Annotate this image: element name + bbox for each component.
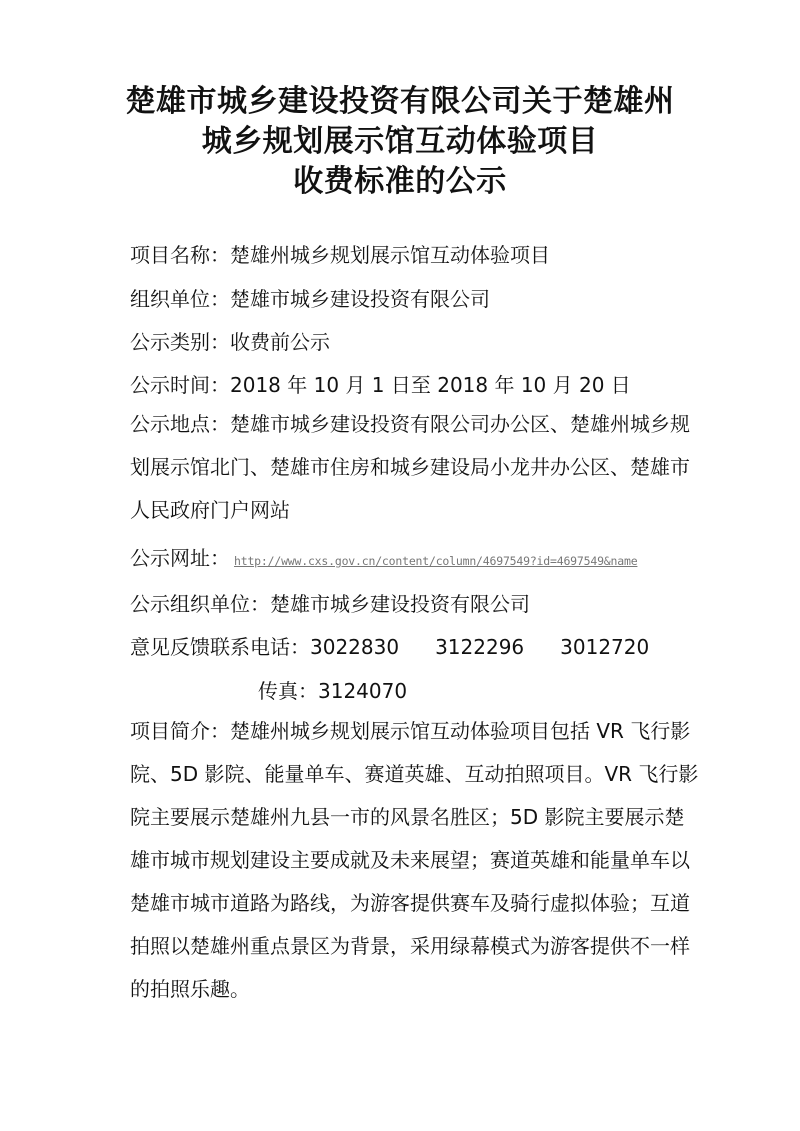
phone-number-1: 3022830: [310, 635, 400, 659]
project-name-field: 项目名称：楚雄州城乡规划展示馆互动体验项目: [130, 243, 550, 267]
project-intro: 项目简介：楚雄州城乡规划展示馆互动体验项目包括 VR 飞行影院、5D 影院、能量单车、赛道英雄、互动拍照项目。VR 飞行影院主要展示楚雄州九县一市的风景名胜区；5D 影院主要展示楚雄市城市规划建设主要成就及未来展望；赛道英雄和能量单车以楚雄市城市道路为路线，为游客提供赛车及骑行虚拟体验；互道拍照以楚雄州重点景区为背景，采用绿幕模式为游客提供不一样的拍照乐趣。: [130, 719, 699, 1001]
phone-label: 意见反馈联系电话：: [130, 635, 310, 659]
time-field: 公示时间：2018 年 10 月 1 日至 2018 年 10 月 20 日: [130, 373, 631, 397]
title-line-1: 楚雄市城乡建设投资有限公司关于楚雄州: [125, 84, 675, 119]
title-line-3: 收费标准的公示: [293, 164, 507, 199]
website-field: [130, 542, 637, 571]
location-field: 公示地点：楚雄市城乡建设投资有限公司办公区、楚雄州城乡规划展示馆北门、楚雄市住房和城乡建设局小龙井办公区、楚雄市人民政府门户网站: [130, 412, 690, 522]
phone-number-2: 3122296: [435, 635, 525, 659]
announcer-field: 公示组织单位：楚雄市城乡建设投资有限公司: [130, 592, 530, 616]
title-line-2: 城乡规划展示馆互动体验项目: [201, 124, 599, 159]
phone-field: [130, 631, 649, 660]
phone-number-3: 3012720: [560, 635, 650, 659]
fax-field: 传真：3124070: [258, 679, 408, 703]
category-field: 公示类别：收费前公示: [130, 330, 330, 354]
website-label: 公示网址：: [130, 546, 230, 570]
organizer-field: 组织单位：楚雄市城乡建设投资有限公司: [130, 287, 490, 311]
website-link[interactable]: http://www.cxs.gov.cn/content/column/4697549?id=4697549&name: [234, 554, 638, 568]
document-title: [0, 82, 800, 202]
